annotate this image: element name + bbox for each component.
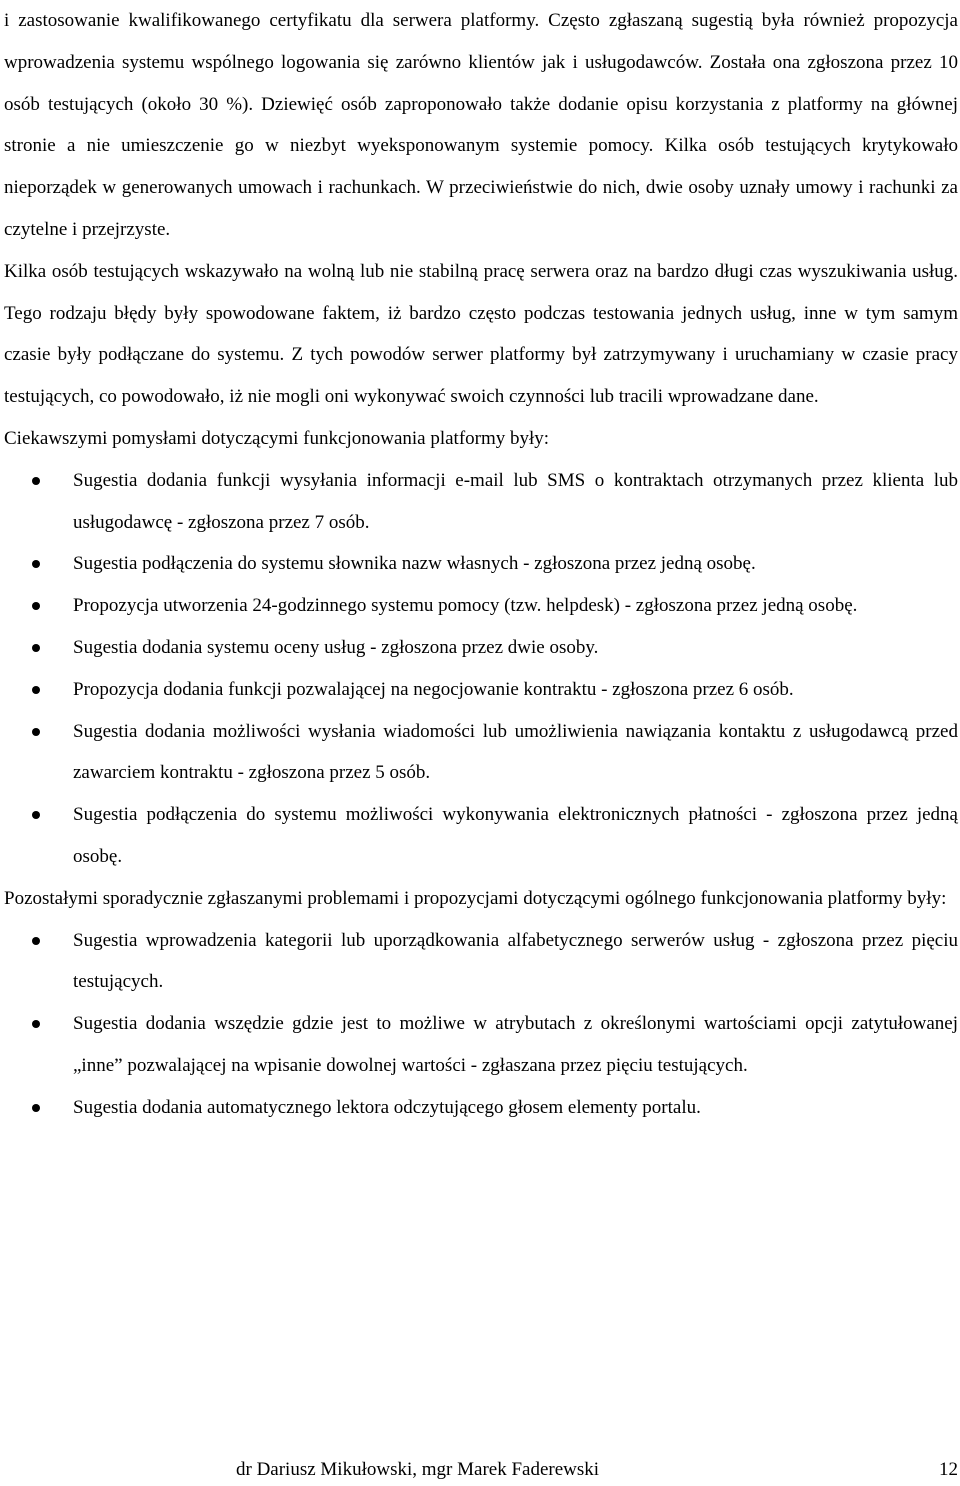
list-item: Sugestia wprowadzenia kategorii lub uporządkowania alfabetycznego serwerów usług - zgłoszona przez pięciu testujących. xyxy=(4,920,958,1004)
paragraph-other-problems: Pozostałymi sporadycznie zgłaszanymi problemami i propozycjami dotyczącymi ogólnego funkcjonowania platformy były: xyxy=(4,887,947,909)
paragraph-ideas-intro: Ciekawszymi pomysłami dotyczącymi funkcjonowania platformy były: xyxy=(4,427,550,449)
bullet-icon xyxy=(32,937,40,945)
bullet-icon xyxy=(32,602,40,610)
page-number: 12 xyxy=(939,1459,958,1480)
list-item: Sugestia dodania systemu oceny usług - zgłoszona przez dwie osoby. xyxy=(4,627,958,669)
list-item: Sugestia dodania wszędzie gdzie jest to możliwe w atrybutach z określonymi wartościami opcji zatytułowanej „inne” pozwalającej na wpisanie dowolnej wartości - zgłaszana przez pięciu testujących. xyxy=(4,1003,958,1087)
bullet-icon xyxy=(32,477,40,485)
bullet-icon xyxy=(32,644,40,652)
list-item: Propozycja dodania funkcji pozwalającej na negocjowanie kontraktu - zgłoszona przez 6 osób. xyxy=(4,669,958,711)
bullet-icon xyxy=(32,728,40,736)
list-item: Propozycja utworzenia 24-godzinnego systemu pomocy (tzw. helpdesk) - zgłoszona przez jedną osobę. xyxy=(4,585,958,627)
other-problems-list xyxy=(4,920,958,1129)
ideas-list xyxy=(4,460,958,878)
bullet-icon xyxy=(32,811,40,819)
footer-authors: dr Dariusz Mikułowski, mgr Marek Faderewski xyxy=(236,1459,600,1480)
list-item: Sugestia podłączenia do systemu słownika nazw własnych - zgłoszona przez jedną osobę. xyxy=(4,543,958,585)
list-item: Sugestia podłączenia do systemu możliwości wykonywania elektronicznych płatności - zgłoszona przez jedną osobę. xyxy=(4,794,958,878)
bullet-icon xyxy=(32,560,40,568)
bullet-icon xyxy=(32,1020,40,1028)
list-item: Sugestia dodania automatycznego lektora odczytującego głosem elementy portalu. xyxy=(4,1087,958,1129)
list-item: Sugestia dodania możliwości wysłania wiadomości lub umożliwienia nawiązania kontaktu z usługodawcą przed zawarciem kontraktu - zgłoszona przez 5 osób. xyxy=(4,711,958,795)
list-item: Sugestia dodania funkcji wysyłania informacji e-mail lub SMS o kontraktach otrzymanych przez klienta lub usługodawcę - zgłoszona przez 7 osób. xyxy=(4,460,958,544)
paragraph-certificate-login: i zastosowanie kwalifikowanego certyfikatu dla serwera platformy. Często zgłaszaną sugestią była również propozycja wprowadzenia systemu wspólnego logowania się zarówno klientów jak i usługodawców. Została ona zgłoszona przez 10 osób testujących (około 30 %). Dziewięć osób zaproponowało także dodanie opisu korzystania z platformy na głównej stronie a nie umieszczenie go w niezbyt wyeksponowanym systemie pomocy. Kilka osób testujących krytykowało nieporządek w generowanych umowach i rachunkach. W przeciwieństwie do nich, dwie osoby uznały umowy i rachunki za czytelne i przejrzyste. xyxy=(4,10,958,240)
document-body xyxy=(4,0,958,1129)
bullet-icon xyxy=(32,1104,40,1112)
paragraph-server-stability: Kilka osób testujących wskazywało na wolną lub nie stabilną pracę serwera oraz na bardzo długi czas wyszukiwania usług. Tego rodzaju błędy były spowodowane faktem, iż bardzo często podczas testowania jednych usług, inne w tym samym czasie były podłączane do systemu. Z tych powodów serwer platformy był zatrzymywany i uruchamiany w czasie pracy testujących, co powodowało, iż nie mogli oni wykonywać swoich czynności lub tracili wprowadzane dane. xyxy=(4,260,958,408)
bullet-icon xyxy=(32,686,40,694)
